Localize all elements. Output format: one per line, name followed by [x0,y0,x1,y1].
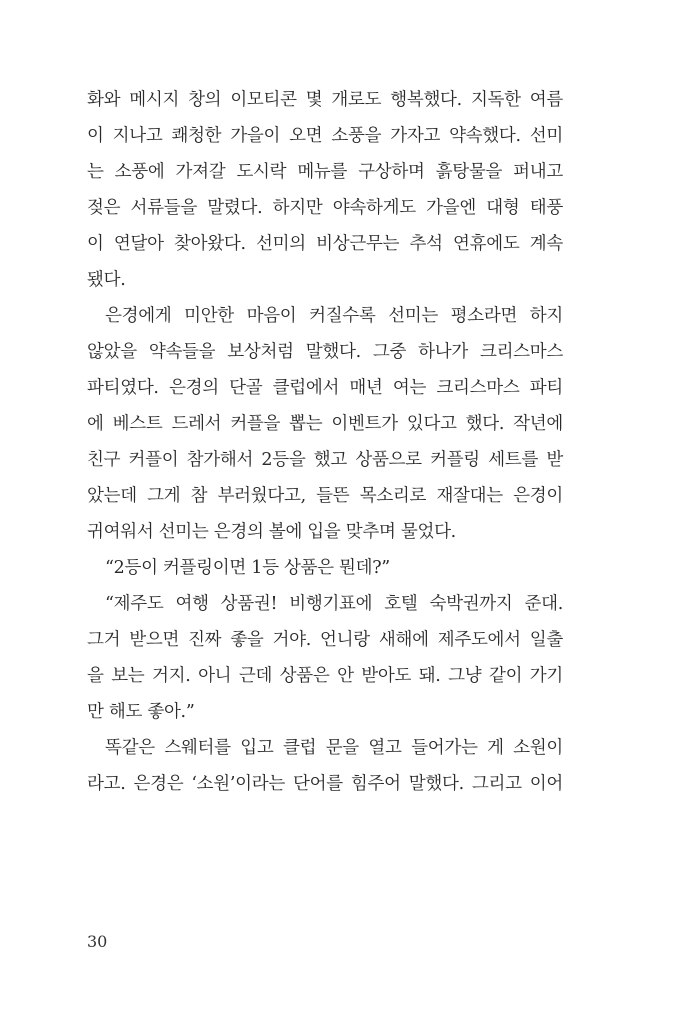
body-text [87,82,563,802]
text-line: 이 지나고 쾌청한 가을이 오면 소풍을 가자고 약속했다. 선미 [87,126,563,146]
text-line: 귀여워서 선미는 은경의 볼에 입을 맞추며 물었다. [87,522,456,542]
dialogue-line: 만 해도 좋아.” [87,702,195,722]
text-line: 않았을 약속들을 보상처럼 말했다. 그중 하나가 크리스마스 [87,342,563,362]
text-line: 에 베스트 드레서 커플을 뽑는 이벤트가 있다고 했다. 작년에 [87,414,563,434]
text-line: 았는데 그게 참 부러웠다고, 들뜬 목소리로 재잘대는 은경이 [87,486,563,506]
text-line: 됐다. [87,270,126,290]
text-line: 는 소풍에 가져갈 도시락 메뉴를 구상하며 흙탕물을 퍼내고 [87,162,563,182]
dialogue-line: 그거 받으면 진짜 좋을 거야. 언니랑 새해에 제주도에서 일출 [87,630,563,650]
page-number: 30 [87,932,108,951]
text-line: 이 연달아 찾아왔다. 선미의 비상근무는 추석 연휴에도 계속 [87,234,563,254]
dialogue-line: 을 보는 거지. 아니 근데 상품은 안 받아도 돼. 그냥 같이 가기 [87,666,563,686]
text-line: 젖은 서류들을 말렸다. 하지만 야속하게도 가을엔 대형 태풍 [87,198,563,218]
dialogue-line: “2등이 커플링이면 1등 상품은 뭔데?” [105,558,390,578]
text-line: 똑같은 스웨터를 입고 클럽 문을 열고 들어가는 게 소원이 [105,738,563,758]
text-line: 라고. 은경은 ‘소원’이라는 단어를 힘주어 말했다. 그리고 이어 [87,774,563,794]
text-line: 화와 메시지 창의 이모티콘 몇 개로도 행복했다. 지독한 여름 [87,90,563,110]
text-line: 파티였다. 은경의 단골 클럽에서 매년 여는 크리스마스 파티 [87,378,563,398]
text-line: 친구 커플이 참가해서 2등을 했고 상품으로 커플링 세트를 받 [87,450,563,470]
text-line: 은경에게 미안한 마음이 커질수록 선미는 평소라면 하지 [105,306,563,326]
dialogue-line: “제주도 여행 상품권! 비행기표에 호텔 숙박권까지 준대. [105,594,563,614]
